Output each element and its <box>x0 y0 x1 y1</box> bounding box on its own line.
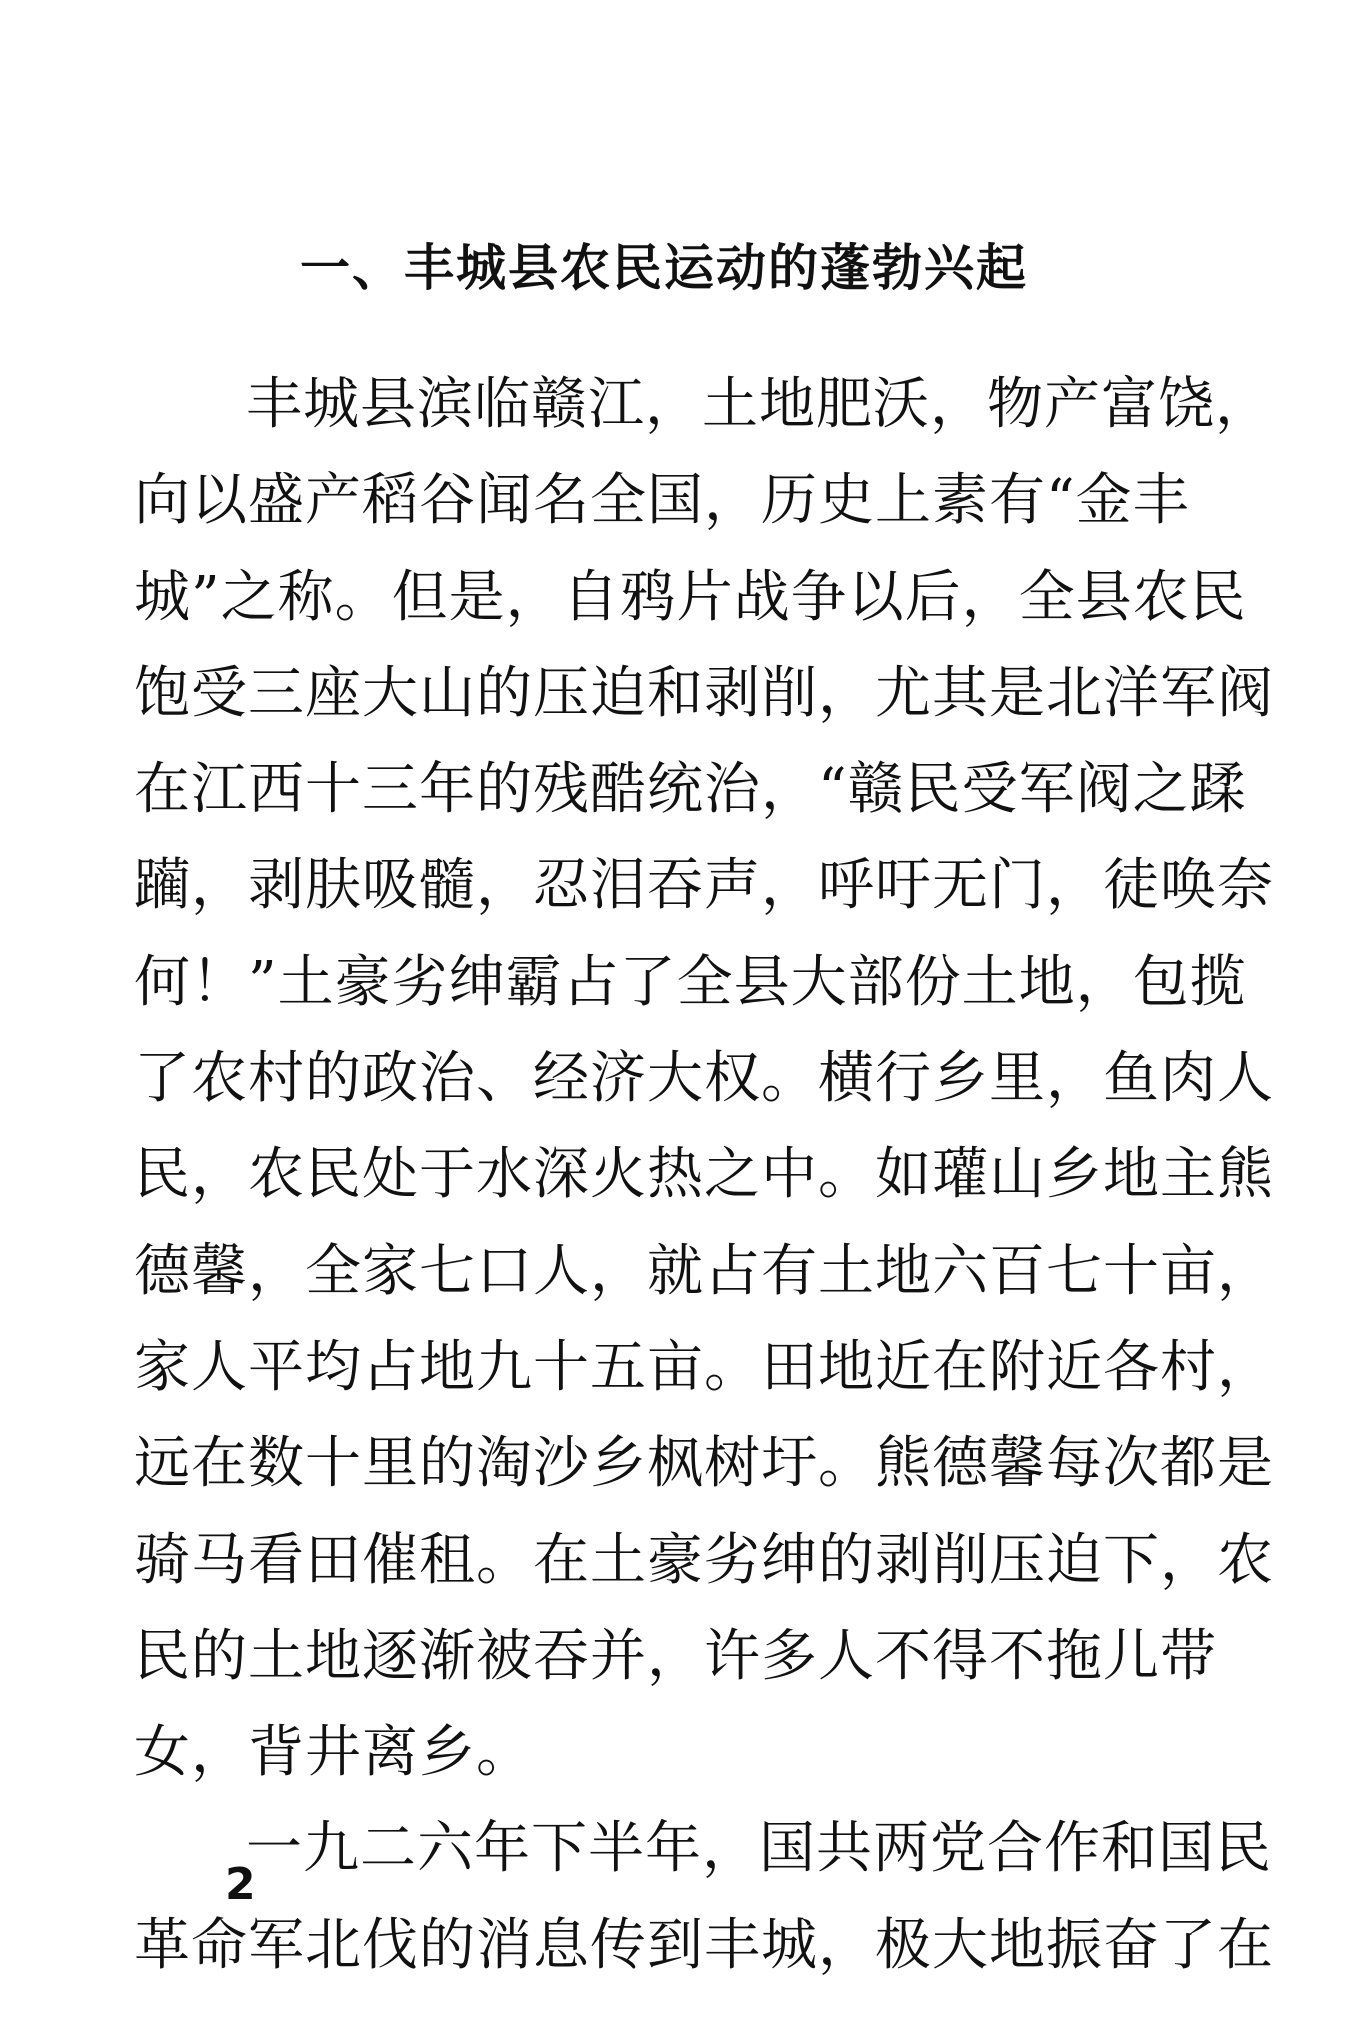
text-line: 躏，剥肤吸髓，忍泪吞声，呼吁无门，徒唤奈 <box>134 853 1274 919</box>
text-line: 德馨，全家七口人，就占有土地六百七十亩， <box>134 1238 1274 1304</box>
body-text <box>134 357 1274 1994</box>
section-heading: 一、丰城县农民运动的蓬勃兴起 <box>300 239 1028 297</box>
text-line: 在江西十三年的残酷统治，“赣民受军阀之蹂 <box>134 757 1247 823</box>
text-line: 向以盛产稻谷闻名全国，历史上素有“金丰 <box>134 468 1190 534</box>
paragraph <box>134 357 1274 1801</box>
paragraph <box>134 1801 1274 1994</box>
page-number: 2 <box>225 1859 256 1910</box>
text-line: 骑马看田催租。在土豪劣绅的剥削压迫下，农 <box>134 1527 1274 1593</box>
text-line: 女，背井离乡。 <box>134 1720 533 1786</box>
text-line: 民，农民处于水深火热之中。如瓘山乡地主熊 <box>134 1142 1274 1208</box>
text-line: 家人平均占地九十五亩。田地近在附近各村， <box>134 1334 1274 1400</box>
text-line: 远在数十里的淘沙乡枫树圩。熊德馨每次都是 <box>134 1431 1274 1497</box>
text-line: 了农村的政治、经济大权。横行乡里，鱼肉人 <box>134 1046 1274 1112</box>
text-line: 革命军北伐的消息传到丰城，极大地振奋了在 <box>134 1912 1274 1978</box>
text-line: 饱受三座大山的压迫和剥削，尤其是北洋军阀 <box>134 660 1274 726</box>
text-line: 民的土地逐渐被吞并，许多人不得不拖儿带 <box>134 1623 1217 1689</box>
text-line: 城”之称。但是，自鸦片战争以后，全县农民 <box>134 564 1247 630</box>
text-line: 一九二六年下半年，国共两党合作和国民 <box>246 1816 1272 1882</box>
text-line: 何！”土豪劣绅霸占了全县大部份土地，包揽 <box>134 949 1247 1015</box>
text-line: 丰城县滨临赣江，土地肥沃，物产富饶， <box>246 372 1272 437</box>
